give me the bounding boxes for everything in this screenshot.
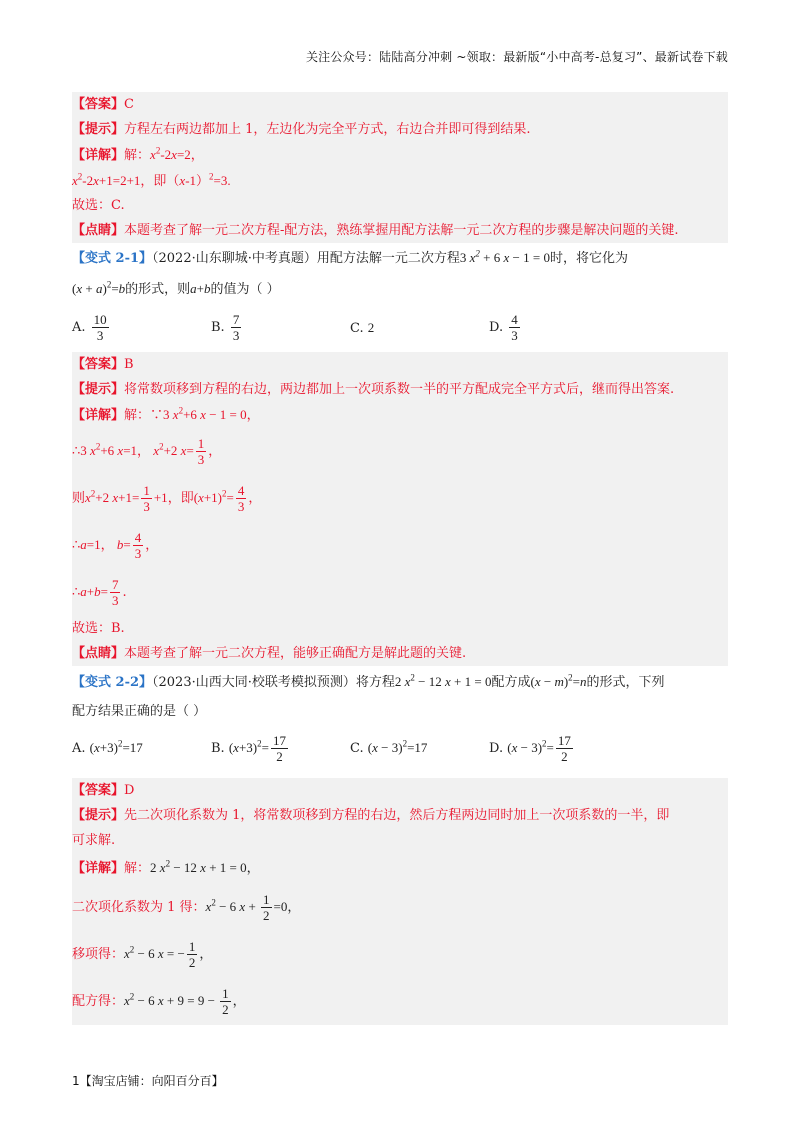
v22-detail: 【详解】解：2 $x^2 - 12$ x + 1 = 0， <box>72 858 260 876</box>
v22-label: 【变式 2-2】 <box>72 675 153 690</box>
v21-step4: ∴a=1， b= $\frac{4}{3}$ ， <box>72 530 159 561</box>
page-header: 关注公众号：陆陆高分冲刺 ~领取：最新版“小中高考-总复习”、最新试卷下载 <box>305 50 728 64</box>
v22-hint-cont: 可求解. <box>72 833 116 848</box>
v21-question-line1: 【变式 2-1】（2022·山东聊城·中考真题）用配方法解一元二次方程3 $x^2 + 6$ x − 1 = 0时，将它化为 <box>72 248 628 266</box>
v21-choice-d[interactable]: D. $\frac{4}{3}$ <box>489 312 518 343</box>
v21-comment: 【点睛】本题考查了解一元二次方程，能够正确配方是解此题的关键. <box>72 646 467 661</box>
v22-answer: 【答案】D <box>72 783 135 798</box>
q1-detail: 【详解】解：$x^2-2x=2$， <box>72 145 204 163</box>
v22-hint: 【提示】先二次项化系数为 1，将常数项移到方程的右边，然后方程两边同时加上一次项系数的一半，即 <box>72 808 670 823</box>
q1-comment: 【点睛】本题考查了解一元二次方程-配方法，熟练掌握用配方法解一元二次方程的步骤是解决问题的关键. <box>72 223 679 238</box>
v22-choices <box>72 725 728 772</box>
v21-choice-b[interactable]: B. $\frac{7}{3}$ <box>211 312 240 343</box>
q1-solution <box>72 92 728 243</box>
page-content <box>72 92 728 1025</box>
v21-question-line2: $(x + a)^2=b$的形式，则a+b的值为（ ） <box>72 279 280 297</box>
v21-solution <box>72 352 728 666</box>
v22-step4: 配方得：$x^2 - 6$ x + 9 = 9 − $\frac{1}{2}$ ， <box>72 986 246 1017</box>
v22-choice-d[interactable]: D. $(x - 3)^2=$ $\frac{17}{2}$ <box>489 733 571 764</box>
v21-choices <box>72 305 728 352</box>
v22-solution <box>72 778 728 1025</box>
v22-choice-a[interactable]: A. $(x+3)^2=17$ <box>72 738 143 756</box>
v22-step2: 二次项化系数为 1 得：$x^2 - 6$ x + $\frac{1}{2}$ =0， <box>72 892 301 923</box>
v21-equation: 3 $x^2 + 6$ x − 1 = 0 <box>459 248 550 265</box>
v22-choice-b[interactable]: B. $(x+3)^2=$ $\frac{17}{2}$ <box>211 733 286 764</box>
v22-choice-c[interactable]: C. $(x - 3)^2=17$ <box>350 738 428 756</box>
q1-eq2: $x^2-2x+1=2+1$，即$(x-1)^2=3$. <box>72 171 231 188</box>
v21-answer: 【答案】B <box>72 357 134 372</box>
v21-form: $(x + a)^2=b$ <box>72 279 126 296</box>
q1-eq1: $x^2-2x=2$， <box>150 145 204 162</box>
v21-step5: ∴a+b= $\frac{7}{3}$ . <box>72 577 127 608</box>
v22-question-line2: 配方结果正确的是（ ） <box>72 704 207 719</box>
v21-step2: ∴3 $x^2+6$ x=1， $x^2+2$ x= $\frac{1}{3}$ ， <box>72 436 222 467</box>
v21-choice-a[interactable]: A. $\frac{10}{3}$ <box>72 312 107 343</box>
q1-answer: 【答案】C <box>72 97 134 112</box>
v21-choose: 故选：B. <box>72 621 125 636</box>
v21-hint: 【提示】将常数项移到方程的右边，两边都加上一次项系数一半的平方配成完全平方式后，继而得出答案. <box>72 382 675 397</box>
page-footer: 1【淘宝店铺：向阳百分百】 <box>72 1074 224 1088</box>
v21-label: 【变式 2-1】 <box>72 251 153 266</box>
q1-choose: 故选：C. <box>72 198 125 213</box>
q1-hint: 【提示】方程左右两边都加上 1，左边化为完全平方式，右边合并即可得到结果. <box>72 122 531 137</box>
v21-detail: 【详解】解：∵3 $x^2+6$ x − 1 = 0， <box>72 405 260 423</box>
v21-choice-c[interactable]: C. 2 <box>350 320 375 336</box>
v22-question-line1: 【变式 2-2】（2023·山西大同·校联考模拟预测）将方程2 $x^2 - 12$ x + 1 = 0配方成$(x - m)^2=n$的形式，下列 <box>72 672 665 690</box>
v21-step3: 则$x^2+2$ x+1= $\frac{1}{3}$ +1，即$(x+1)^2=$ $\frac{4}{3}$ ， <box>72 483 262 514</box>
v22-step3: 移项得：$x^2 - 6$ x = − $\frac{1}{2}$ ， <box>72 939 213 970</box>
